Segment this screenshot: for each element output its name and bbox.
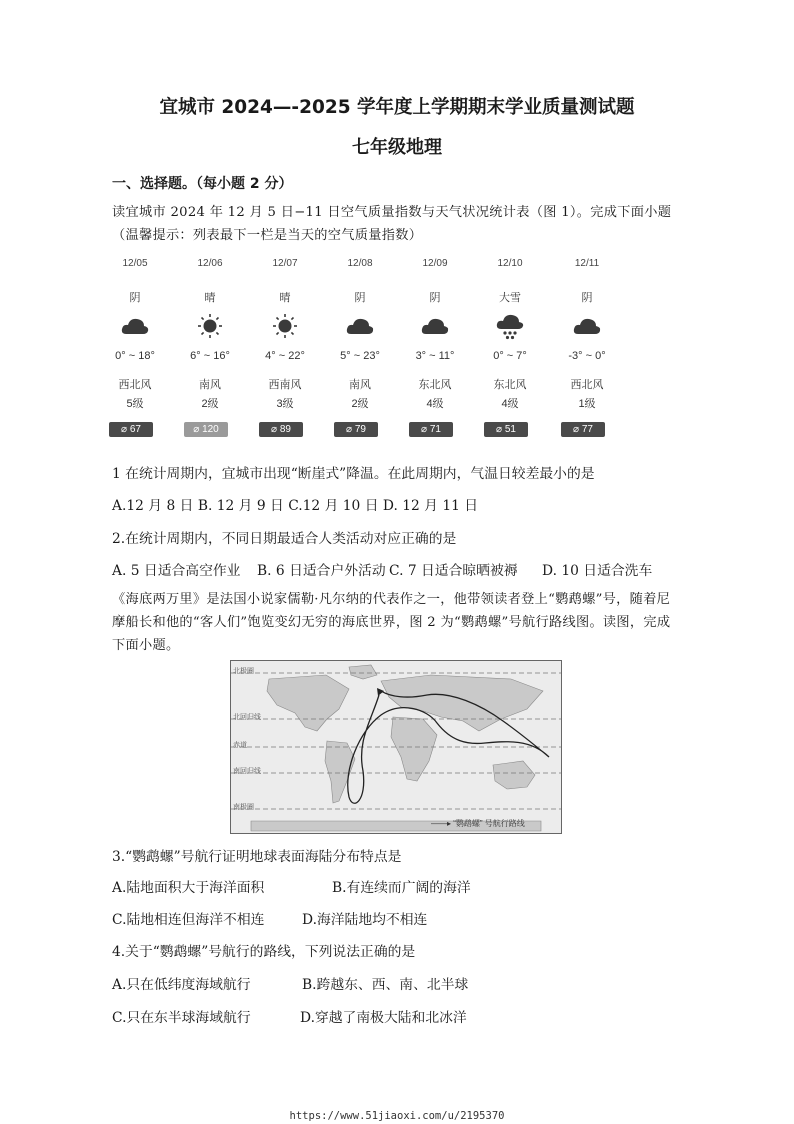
aqi-badge: ⌀ 67 <box>109 422 153 437</box>
intro-paragraph-2: 《海底两万里》是法国小说家儒勒·凡尔纳的代表作之一，他带领读者登上“鹦鹉螺”号，随着尼摩船长和他的“客人们”饱览变幻无穷的海底世界，图 2 为“鹦鹉螺”号航行路线图。读图，完成下面小题。 <box>112 592 671 653</box>
aqi-value: 79 <box>354 424 366 435</box>
day-wind-direction: 西北风 <box>570 379 604 391</box>
day-date: 12/10 <box>497 258 523 269</box>
aqi-badge: ⌀ 71 <box>409 422 453 437</box>
question-4-stem: 4.关于“鹦鹉螺”号航行的路线，下列说法正确的是 <box>112 944 416 960</box>
question-1-stem: 1 在统计周期内，宜城市出现“断崖式”降温。在此周期内，气温日较差最小的是 <box>112 466 595 482</box>
question-3-options-row-2 <box>112 908 672 928</box>
day-wind-level: 2级 <box>201 398 219 410</box>
lat-label-tropic-cancer: 北回归线 <box>233 714 261 721</box>
aqi-badge: ⌀ 77 <box>561 422 605 437</box>
day-wind-direction: 西南风 <box>268 379 302 391</box>
aqi-badge: ⌀ 79 <box>334 422 378 437</box>
option-d: D.海洋陆地均不相连 <box>302 912 428 928</box>
option-d: D.穿越了南极大陆和北冰洋 <box>300 1010 467 1026</box>
option-c: C. 7 日适合晾晒被褥 <box>389 563 518 579</box>
aqi-badge: ⌀ 89 <box>259 422 303 437</box>
day-wind-level: 5级 <box>126 398 144 410</box>
option-d: D. 10 日适合洗车 <box>542 563 653 579</box>
world-map-graphic <box>231 661 561 833</box>
cloud-icon <box>345 312 375 340</box>
weather-table <box>105 258 625 448</box>
lat-label-antarctic: 南极圈 <box>233 804 254 811</box>
aqi-value: 51 <box>504 424 516 435</box>
cloud-icon <box>420 312 450 340</box>
day-condition: 阴 <box>429 292 441 304</box>
aqi-value: 71 <box>429 424 441 435</box>
day-wind-direction: 东北风 <box>418 379 452 391</box>
day-wind-direction: 南风 <box>199 379 221 391</box>
aqi-value: 77 <box>581 424 593 435</box>
day-temperature: -3° ~ 0° <box>568 350 606 362</box>
cloud-icon <box>120 312 150 340</box>
day-date: 12/08 <box>347 258 373 269</box>
day-condition: 大雪 <box>499 292 521 304</box>
sun-icon <box>195 312 225 340</box>
map-legend <box>431 818 525 829</box>
question-4-options-row-2 <box>112 1006 672 1026</box>
day-wind-direction: 东北风 <box>493 379 527 391</box>
day-condition: 阴 <box>354 292 366 304</box>
lat-label-equator: 赤道 <box>233 742 247 749</box>
option-a: A. 5 日适合高空作业 <box>112 563 241 579</box>
option-b: B. 6 日适合户外活动 <box>257 563 386 579</box>
legend-arrow-icon: ——▸ <box>431 819 452 828</box>
voyage-route-map <box>230 660 562 834</box>
option-a: A.只在低纬度海域航行 <box>112 977 251 993</box>
day-date: 12/06 <box>197 258 223 269</box>
aqi-value: 89 <box>279 424 291 435</box>
question-2-options <box>112 559 672 579</box>
day-wind-level: 4级 <box>426 398 444 410</box>
option-a: A.陆地面积大于海洋面积 <box>112 880 265 896</box>
day-temperature: 4° ~ 22° <box>265 350 305 362</box>
aqi-value: 120 <box>202 424 219 435</box>
sun-icon <box>270 312 300 340</box>
exam-subtitle: 七年级地理 <box>352 137 442 158</box>
day-temperature: 6° ~ 16° <box>190 350 230 362</box>
day-wind-level: 1级 <box>578 398 596 410</box>
day-wind-direction: 南风 <box>349 379 371 391</box>
day-wind-direction: 西北风 <box>118 379 152 391</box>
question-2-stem: 2.在统计周期内，不同日期最适合人类活动对应正确的是 <box>112 531 457 547</box>
day-date: 12/05 <box>122 258 148 269</box>
option-b: B.跨越东、西、南、北半球 <box>302 977 469 993</box>
aqi-badge: ⌀ 51 <box>484 422 528 437</box>
day-temperature: 0° ~ 7° <box>493 350 527 362</box>
day-date: 12/11 <box>574 258 600 269</box>
option-c: C.陆地相连但海洋不相连 <box>112 912 265 928</box>
question-1-options: A.12 月 8 日 B. 12 月 9 日 C.12 月 10 日 D. 12 月 11 日 <box>112 498 479 514</box>
snow-cloud-icon <box>495 312 525 340</box>
day-wind-level: 4级 <box>501 398 519 410</box>
day-temperature: 0° ~ 18° <box>115 350 155 362</box>
day-condition: 阴 <box>581 292 593 304</box>
question-4-options-row-1 <box>112 973 672 993</box>
aqi-badge: ⌀ 120 <box>184 422 228 437</box>
exam-title: 宜城市 2024—-2025 学年度上学期期末学业质量测试题 <box>159 97 635 118</box>
day-condition: 阴 <box>129 292 141 304</box>
intro-paragraph-1: 读宜城市 2024 年 12 月 5 日−11 日空气质量指数与天气状况统计表（图 1）。完成下面小题（温馨提示：列表最下一栏是当天的空气质量指数） <box>112 205 672 243</box>
day-wind-level: 2级 <box>351 398 369 410</box>
cloud-icon <box>572 312 602 340</box>
day-wind-level: 3级 <box>276 398 294 410</box>
lat-label-tropic-capricorn: 南回归线 <box>233 768 261 775</box>
day-temperature: 3° ~ 11° <box>415 350 455 362</box>
day-date: 12/09 <box>422 258 448 269</box>
section-heading: 一、选择题。（每小题 2 分） <box>112 176 293 192</box>
legend-label: “鹦鹉螺” 号航行路线 <box>453 819 525 828</box>
option-b: B.有连续而广阔的海洋 <box>332 880 471 896</box>
day-condition: 晴 <box>204 292 216 304</box>
day-condition: 晴 <box>279 292 291 304</box>
day-date: 12/07 <box>272 258 298 269</box>
aqi-value: 67 <box>129 424 141 435</box>
question-3-stem: 3.“鹦鹉螺”号航行证明地球表面海陆分布特点是 <box>112 849 402 865</box>
day-temperature: 5° ~ 23° <box>340 350 380 362</box>
footer-url: https://www.51jiaoxi.com/u/2195370 <box>289 1110 505 1122</box>
question-3-options-row-1 <box>112 876 672 896</box>
option-c: C.只在东半球海域航行 <box>112 1010 251 1026</box>
lat-label-arctic: 北极圈 <box>233 668 254 675</box>
